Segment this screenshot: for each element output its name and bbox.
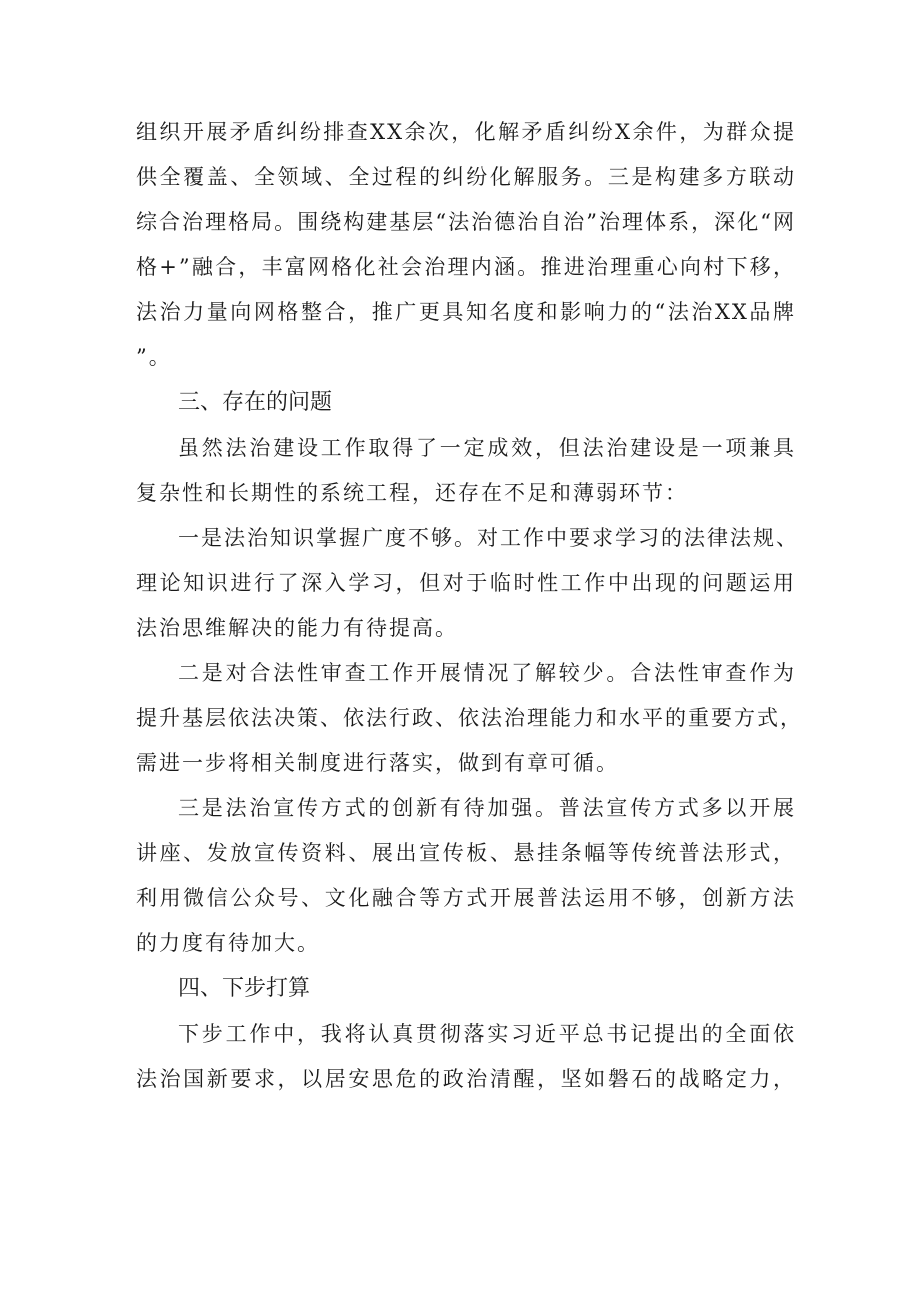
paragraph-line: 综合治理格局。围绕构建基层“法治德治自治”治理体系，深化“网 <box>136 210 796 234</box>
paragraph-line: 法治国新要求，以居安思危的政治清醒，坚如磐石的战略定力， <box>136 1067 796 1091</box>
paragraph-line: 供全覆盖、全领域、全过程的纠纷化解服务。三是构建多方联动 <box>136 165 796 189</box>
paragraph-line: 组织开展矛盾纠纷排查XX余次，化解矛盾纠纷X余件，为群众提 <box>136 120 796 144</box>
section-heading: 四、下步打算 <box>178 976 311 1001</box>
paragraph-line: 的力度有待加大。 <box>136 931 320 955</box>
paragraph-line: 理论知识进行了深入学习，但对于临时性工作中出现的问题运用 <box>136 571 796 595</box>
paragraph-line: 讲座、发放宣传资料、展出宣传板、悬挂条幅等传统普法形式， <box>136 841 796 865</box>
document-body <box>136 110 803 1102</box>
paragraph-line: 复杂性和长期性的系统工程，还存在不足和薄弱环节： <box>136 481 688 505</box>
paragraph-line: 二是对合法性审查工作开展情况了解较少。合法性审查作为 <box>178 661 796 685</box>
paragraph-line: ”。 <box>136 345 172 369</box>
paragraph-line: 法治力量向网格整合，推广更具知名度和影响力的“法治XX品牌 <box>136 300 796 324</box>
paragraph-line: 下步工作中，我将认真贯彻落实习近平总书记提出的全面依 <box>178 1022 796 1046</box>
paragraph-line: 虽然法治建设工作取得了一定成效，但法治建设是一项兼具 <box>178 436 796 460</box>
paragraph-line: 提升基层依法决策、依法行政、依法治理能力和水平的重要方式， <box>136 706 803 730</box>
paragraph-line: 需进一步将相关制度进行落实，做到有章可循。 <box>136 751 619 775</box>
section-heading: 三、存在的问题 <box>178 390 333 415</box>
paragraph-line: 利用微信公众号、文化融合等方式开展普法运用不够，创新方法 <box>136 886 796 910</box>
paragraph-line: 三是法治宣传方式的创新有待加强。普法宣传方式多以开展 <box>178 796 796 820</box>
paragraph-line: 法治思维解决的能力有待提高。 <box>136 616 458 640</box>
paragraph-line: 一是法治知识掌握广度不够。对工作中要求学习的法律法规、 <box>178 526 799 550</box>
paragraph-line: 格+”融合，丰富网格化社会治理内涵。推进治理重心向村下移， <box>136 255 796 279</box>
